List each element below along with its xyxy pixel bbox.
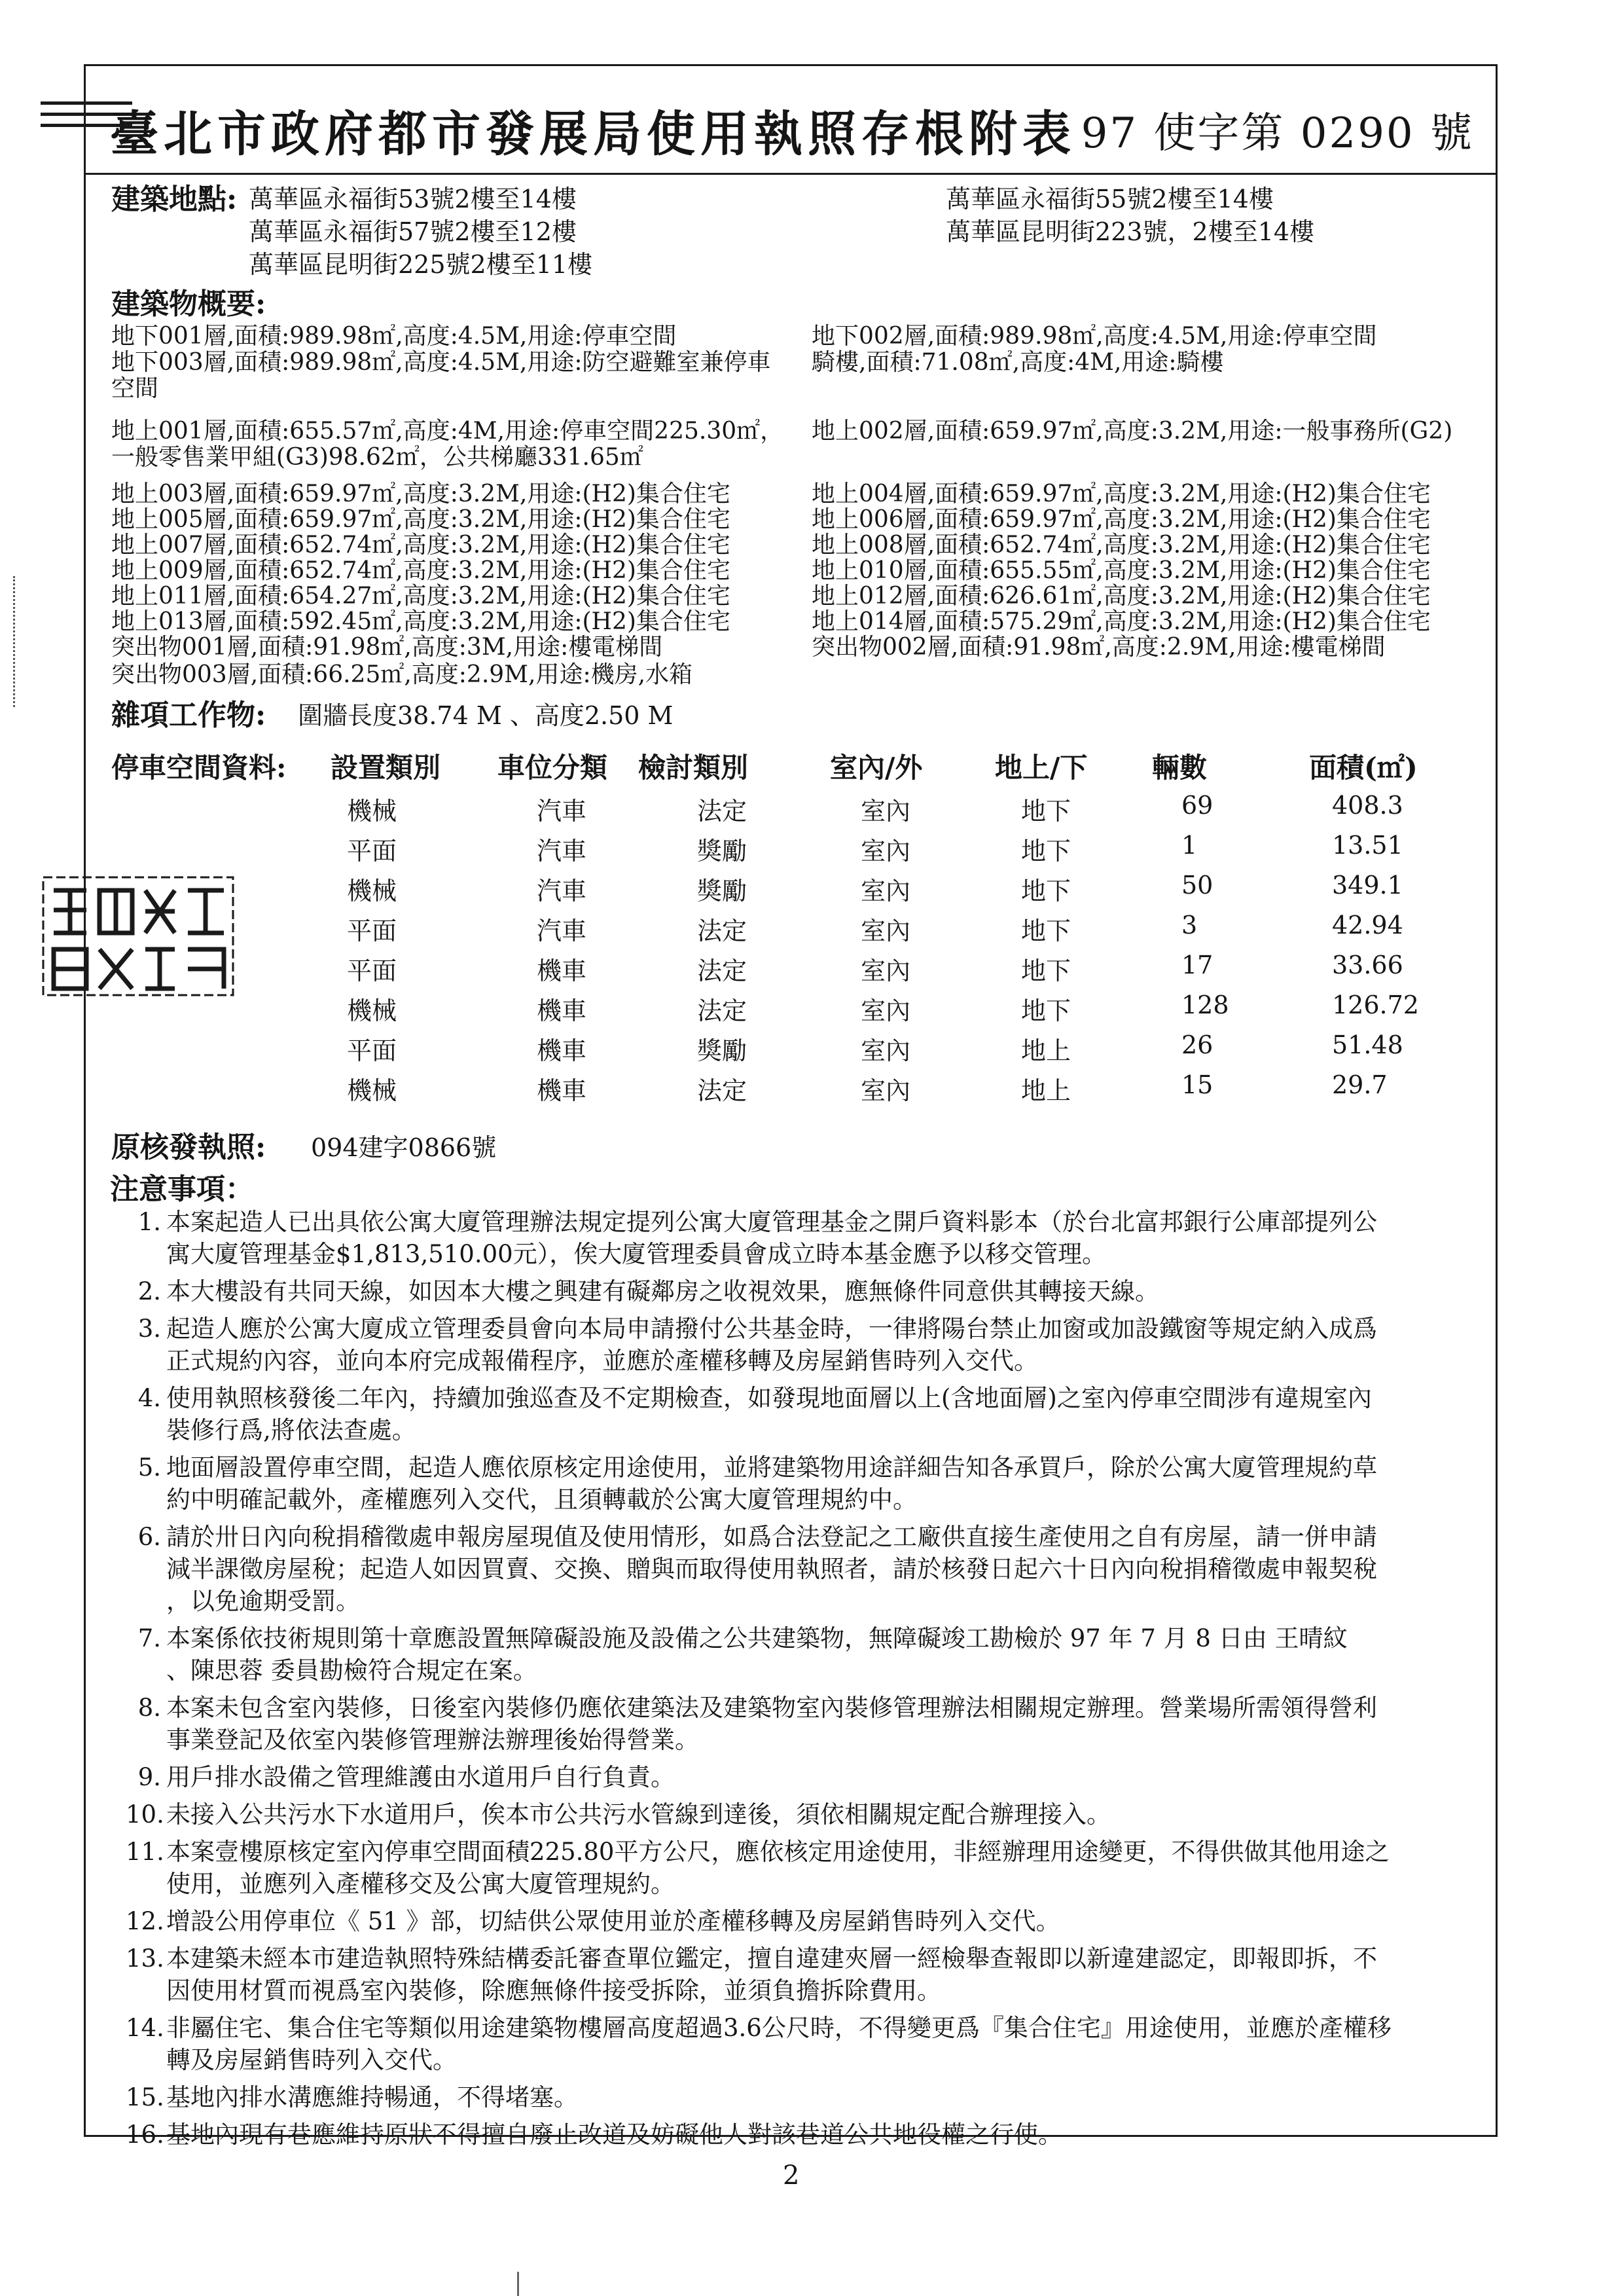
floor-entry: 騎樓,面積:71.08㎡,高度:4M,用途:騎樓 [812,349,1224,376]
note-item [126,1692,1487,1756]
note-number: 14. [126,2014,164,2042]
note-text: 使用執照核發後二年內，持續加強巡查及不定期檢查，如發現地面層以上(含地面層)之室內停車空間涉有違規室內 [166,1384,1372,1412]
note-item [126,1622,1487,1686]
note-item [126,2012,1487,2076]
parking-cell: 408.3 [1332,791,1403,820]
note-number: 9. [137,1763,161,1791]
note-text: 用戶排水設備之管理維護由水道用戶自行負責。 [166,1763,675,1791]
note-number: 2. [137,1277,161,1305]
floor-entry: 地上006層,面積:659.97㎡,高度:3.2M,用途:(H2)集合住宅 [812,506,1431,533]
note-item [126,2119,1487,2151]
parking-cell: 17 [1181,951,1214,979]
parking-cell: 地下 [1021,877,1071,905]
note-text: 約中明確記載外，產權應列入交代，且須轉載於公寓大廈管理規約中。 [166,1485,917,1514]
document-title: 臺北市政府都市發展局使用執照存根附表 [110,106,1076,162]
parking-cell: 機械 [347,797,397,826]
parking-cell: 平面 [347,917,397,945]
note-item [126,1761,1487,1793]
floor-entry: 地上011層,面積:654.27㎡,高度:3.2M,用途:(H2)集合住宅 [111,583,730,610]
note-item [126,2081,1487,2113]
floor-entry: 地上013層,面積:592.45㎡,高度:3.2M,用途:(H2)集合住宅 [111,608,730,635]
parking-cell: 13.51 [1332,831,1403,860]
parking-cell: 室內 [861,957,911,985]
parking-cell: 獎勵 [697,837,747,866]
note-text: 增設公用停車位《 51 》部，切結供公眾使用並於產權移轉及房屋銷售時列入交代。 [166,1907,1060,1935]
note-text: 轉及房屋銷售時列入交代。 [166,2046,457,2074]
scan-artifact [517,2272,519,2296]
parking-cell: 33.66 [1332,951,1403,979]
parking-cell: 地下 [1021,797,1071,826]
parking-cell: 地下 [1021,996,1071,1025]
parking-cell: 汽車 [537,877,587,905]
floor-entry: 突出物003層,面積:66.25㎡,高度:2.9M,用途:機房,水箱 [111,661,693,688]
note-item [126,1313,1487,1377]
parking-label: 停車空間資料: [111,752,287,784]
note-number: 5. [137,1453,161,1482]
parking-cell: 法定 [697,957,747,985]
parking-cell: 機械 [347,996,397,1025]
note-item [126,1451,1487,1516]
note-item [126,1275,1487,1307]
note-item [126,1798,1487,1831]
parking-cell: 128 [1181,991,1229,1019]
note-item [126,1521,1487,1617]
note-text: 基地內現有巷應維持原狀不得擅自廢止改道及妨礙他人對該巷道公共地役權之行使。 [166,2121,1062,2149]
parking-cell: 法定 [697,1076,747,1105]
parking-col-header: 面積(㎡) [1309,752,1418,784]
note-text: 正式規約內容，並向本府完成報備程序，並應於產權移轉及房屋銷售時列入交代。 [166,1347,1038,1375]
parking-cell: 室內 [861,837,911,866]
parking-cell: 地下 [1021,917,1071,945]
parking-cell: 機車 [537,1036,587,1065]
note-text: 本建築未經本市建造執照特殊結構委託審查單位鑑定，擅自違建夾層一經檢舉查報即以新違建認定，即報即拆，不 [166,1944,1377,1973]
original-permit-value: 094建字0866號 [311,1133,497,1162]
parking-cell: 機械 [347,877,397,905]
parking-cell: 126.72 [1332,991,1419,1019]
floor-entry: 地上003層,面積:659.97㎡,高度:3.2M,用途:(H2)集合住宅 [111,481,730,507]
floor-entry: 地上004層,面積:659.97㎡,高度:3.2M,用途:(H2)集合住宅 [812,481,1431,507]
parking-cell: 機械 [347,1076,397,1105]
parking-cell: 室內 [861,797,911,826]
floor-entry: 地上010層,面積:655.55㎡,高度:3.2M,用途:(H2)集合住宅 [812,557,1431,584]
note-number: 1. [137,1208,161,1236]
parking-col-header: 輛數 [1152,752,1208,784]
note-text: 本案壹樓原核定室內停車空間面積225.80平方公尺，應依核定用途使用，非經辦理用途變更，不得供做其他用途之 [166,1838,1390,1866]
notes-title: 注意事項： [110,1173,254,1206]
address-line: 萬華區永福街53號2樓至14樓 [249,185,577,213]
note-number: 3. [137,1315,161,1343]
parking-cell: 獎勵 [697,1036,747,1065]
floor-entry: 突出物002層,面積:91.98㎡,高度:2.9M,用途:樓電梯間 [812,634,1386,661]
original-permit-label: 原核發執照: [111,1131,266,1164]
parking-cell: 15 [1181,1070,1214,1099]
parking-cell: 平面 [347,957,397,985]
scan-margin-mark [13,576,22,707]
parking-cell: 室內 [861,1076,911,1105]
note-text: 基地內排水溝應維持暢通，不得堵塞。 [166,2083,578,2111]
permit-number: 97 使字第 0290 號 [1081,109,1474,158]
floor-entry: 一般零售業甲組(G3)98.62㎡，公共梯廳331.65㎡ [111,444,643,471]
note-number: 16. [126,2121,164,2149]
parking-cell: 69 [1181,791,1214,820]
note-text: 未接入公共污水下水道用戶，俟本市公共污水管線到達後，須依相關規定配合辦理接入。 [166,1800,1111,1829]
misc-works-value: 圍牆長度38.74 M 、高度2.50 M [298,701,674,730]
parking-cell: 349.1 [1332,871,1403,900]
note-text: 請於卅日內向稅捐稽徵處申報房屋現值及使用情形，如爲合法登記之工廠供直接生產使用之自有房屋，請一併申請 [166,1523,1377,1551]
note-number: 11. [126,1838,164,1866]
parking-cell: 平面 [347,837,397,866]
parking-cell: 29.7 [1332,1070,1388,1099]
address-line: 萬華區永福街57號2樓至12樓 [249,217,577,246]
note-text: ，以免逾期受罰。 [166,1587,360,1615]
floor-entry: 地上008層,面積:652.74㎡,高度:3.2M,用途:(H2)集合住宅 [812,532,1431,558]
note-text: 本案未包含室內裝修，日後室內裝修仍應依建築法及建築物室內裝修管理辦法相關規定辦理。營業場所需領得營利 [166,1694,1377,1722]
overview-label: 建築物概要: [111,287,266,321]
note-number: 7. [137,1624,161,1652]
official-seal-stamp [41,871,236,1002]
note-text: 非屬住宅、集合住宅等類似用途建築物樓層高度超過3.6公尺時，不得變更爲『集合住宅』用途使用，並應於產權移 [166,2014,1392,2042]
parking-cell: 26 [1181,1030,1214,1059]
parking-cell: 汽車 [537,797,587,826]
parking-cell: 地下 [1021,837,1071,866]
parking-cell: 地上 [1021,1076,1071,1105]
note-number: 12. [126,1907,164,1935]
parking-cell: 室內 [861,917,911,945]
floor-entry: 地上009層,面積:652.74㎡,高度:3.2M,用途:(H2)集合住宅 [111,557,730,584]
note-number: 13. [126,1944,164,1973]
parking-cell: 50 [1181,871,1214,900]
parking-cell: 汽車 [537,837,587,866]
note-item [126,1382,1487,1446]
note-item [126,1836,1487,1900]
address-line: 萬華區昆明街223號，2樓至14樓 [946,217,1315,246]
parking-cell: 機車 [537,996,587,1025]
parking-cell: 42.94 [1332,911,1403,939]
parking-cell: 平面 [347,1036,397,1065]
parking-cell: 室內 [861,1036,911,1065]
note-text: 本大樓設有共同天線，如因本大樓之興建有礙鄰房之收視效果，應無條件同意供其轉接天線。 [166,1277,1159,1305]
floor-entry: 地上007層,面積:652.74㎡,高度:3.2M,用途:(H2)集合住宅 [111,532,730,558]
parking-col-header: 檢討類別 [638,752,749,784]
note-number: 8. [137,1694,161,1722]
note-number: 4. [137,1384,161,1412]
floor-entry: 地上005層,面積:659.97㎡,高度:3.2M,用途:(H2)集合住宅 [111,506,730,533]
floor-entry: 地下002層,面積:989.98㎡,高度:4.5M,用途:停車空間 [812,323,1377,350]
note-text: 地面層設置停車空間，起造人應依原核定用途使用，並將建築物用途詳細告知各承買戶，除於公寓大廈管理規約草 [166,1453,1377,1482]
note-text: 減半課徵房屋稅；起造人如因買賣、交換、贈與而取得使用執照者，請於核發日起六十日內向稅捐稽徵處申報契稅 [166,1555,1377,1583]
floor-entry: 空間 [111,375,159,402]
address-line: 萬華區永福街55號2樓至14樓 [946,185,1274,213]
note-text: 因使用材質而視爲室內裝修，除應無條件接受拆除，並須負擔拆除費用。 [166,1977,941,2005]
parking-cell: 法定 [697,917,747,945]
parking-cell: 獎勵 [697,877,747,905]
parking-col-header: 室內/外 [830,752,923,784]
note-text: 起造人應於公寓大廈成立管理委員會向本局申請撥付公共基金時，一律將陽台禁止加窗或加設鐵窗等規定納入成爲 [166,1315,1377,1343]
parking-cell: 51.48 [1332,1030,1403,1059]
parking-cell: 汽車 [537,917,587,945]
note-item [126,1905,1487,1937]
parking-cell: 室內 [861,996,911,1025]
note-number: 15. [126,2083,164,2111]
note-text: 、陳思蓉 委員勘檢符合規定在案。 [166,1656,537,1685]
note-text: 寓大廈管理基金$1,813,510.00元），俟大廈管理委員會成立時本基金應予以移交管理。 [166,1240,1107,1268]
floor-entry: 地上014層,面積:575.29㎡,高度:3.2M,用途:(H2)集合住宅 [812,608,1431,635]
parking-cell: 地上 [1021,1036,1071,1065]
parking-col-header: 地上/下 [995,752,1088,784]
parking-col-header: 車位分類 [497,752,608,784]
note-text: 事業登記及依室內裝修管理辦法辦理後始得營業。 [166,1726,699,1754]
note-item [126,1206,1487,1270]
page-number: 2 [783,2160,800,2191]
parking-cell: 機車 [537,957,587,985]
note-text: 使用，並應列入產權移交及公寓大廈管理規約。 [166,1870,675,1898]
note-text: 本案起造人已出具依公寓大廈管理辦法規定提列公寓大廈管理基金之開戶資料影本（於台北富邦銀行公庫部提列公 [166,1208,1377,1236]
note-number: 10. [126,1800,164,1829]
address-line: 萬華區昆明街225號2樓至11樓 [249,250,593,279]
header-divider [84,173,1498,175]
parking-cell: 法定 [697,797,747,826]
note-text: 本案係依技術規則第十章應設置無障礙設施及設備之公共建築物，無障礙竣工勘檢於 97 年 7 月 8 日由 王晴紋 [166,1624,1348,1652]
parking-cell: 地下 [1021,957,1071,985]
parking-cell: 法定 [697,996,747,1025]
note-number: 6. [137,1523,161,1551]
floor-entry: 地上001層,面積:655.57㎡,高度:4M,用途:停車空間225.30㎡， [111,418,784,445]
note-text: 裝修行爲,將依法查處。 [166,1416,416,1444]
parking-cell: 1 [1181,831,1198,860]
parking-cell: 3 [1181,911,1198,939]
note-item [126,1942,1487,2007]
header [84,64,1498,172]
floor-entry: 地上012層,面積:626.61㎡,高度:3.2M,用途:(H2)集合住宅 [812,583,1431,610]
floor-entry: 突出物001層,面積:91.98㎡,高度:3M,用途:樓電梯間 [111,634,663,661]
misc-works-label: 雜項工作物: [111,699,266,732]
parking-col-header: 設置類別 [331,752,441,784]
parking-cell: 機車 [537,1076,587,1105]
parking-cell: 室內 [861,877,911,905]
address-label: 建築地點: [111,183,238,216]
floor-entry: 地上002層,面積:659.97㎡,高度:3.2M,用途:一般事務所(G2) [812,418,1453,445]
floor-entry: 地下003層,面積:989.98㎡,高度:4.5M,用途:防空避難室兼停車 [111,349,771,376]
floor-entry: 地下001層,面積:989.98㎡,高度:4.5M,用途:停車空間 [111,323,677,350]
